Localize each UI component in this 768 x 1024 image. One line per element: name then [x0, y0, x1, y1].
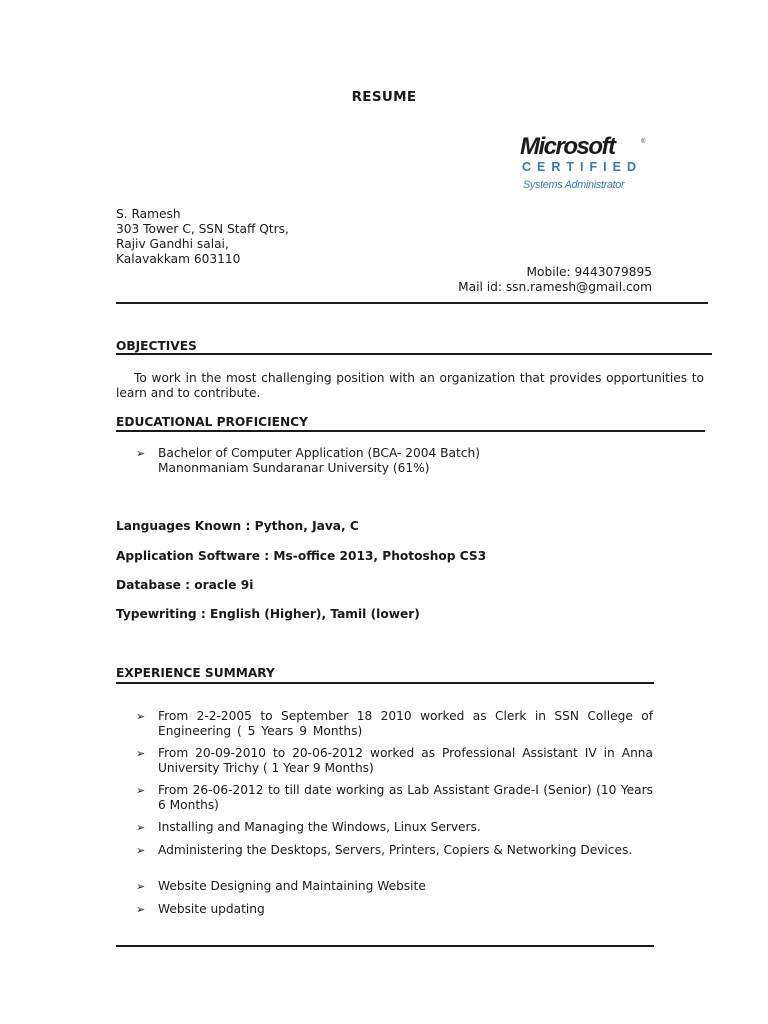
application-software: Application Software : Ms-office 2013, Photoshop CS3: [116, 549, 487, 563]
experience-item: [136, 746, 653, 776]
logo-certified: CERTIFIED: [522, 160, 642, 174]
header-divider: [116, 302, 708, 304]
university-line: Manonmaniam Sundaranar University (61%): [158, 461, 430, 475]
experience-item-text: From 20-09-2010 to 20-06-2012 worked as Professional Assistant IV in Anna University Trichy ( 1 Year 9 Months): [158, 746, 653, 775]
experience-item-text: Website updating: [158, 902, 265, 916]
experience-item-text: Website Designing and Maintaining Website: [158, 879, 426, 893]
typewriting-skill: Typewriting : English (Higher), Tamil (lower): [116, 607, 420, 621]
experience-item: [136, 709, 653, 739]
address-block: [116, 207, 289, 267]
arrow-bullet-icon: ➢: [136, 747, 146, 760]
experience-item-text: From 26-06-2012 to till date working as Lab Assistant Grade-I (Senior) (10 Years 6 Months): [158, 783, 653, 812]
arrow-bullet-icon: ➢: [136, 903, 146, 916]
applicant-name: S. Ramesh: [116, 207, 181, 221]
objectives-divider: [116, 353, 712, 355]
objectives-heading: OBJECTIVES: [116, 339, 197, 353]
arrow-bullet-icon: ➢: [136, 710, 146, 723]
arrow-bullet-icon: ➢: [136, 844, 146, 857]
arrow-bullet-icon: ➢: [136, 821, 146, 834]
objectives-text: To work in the most challenging position with an organization that provides opportunities to learn and to contribute.: [116, 371, 704, 400]
experience-item: [136, 783, 653, 813]
experience-item: [136, 902, 653, 917]
contact-block: [400, 265, 652, 295]
logo-brand: Microsoft: [520, 133, 615, 160]
experience-item-text: Administering the Desktops, Servers, Printers, Copiers & Networking Devices.: [158, 843, 633, 857]
arrow-bullet-icon: ➢: [136, 447, 146, 460]
experience-divider: [116, 682, 654, 684]
database-skill: Database : oracle 9i: [116, 578, 254, 592]
logo-subtitle: Systems Administrator: [523, 179, 625, 191]
microsoft-certified-logo: [520, 133, 650, 197]
languages-known: Languages Known : Python, Java, C: [116, 519, 359, 533]
footer-divider: [116, 945, 654, 947]
experience-item: [136, 820, 653, 835]
address-line-1: 303 Tower C, SSN Staff Qtrs,: [116, 222, 289, 236]
experience-item: [136, 843, 653, 858]
address-line-2: Rajiv Gandhi salai,: [116, 237, 229, 251]
logo-registered-mark: ®: [641, 139, 646, 145]
experience-item: [136, 879, 653, 894]
experience-item-text: Installing and Managing the Windows, Linux Servers.: [158, 820, 481, 834]
education-item: [136, 446, 653, 476]
email-address: Mail id: ssn.ramesh@gmail.com: [458, 280, 652, 294]
address-line-3: Kalavakkam 603110: [116, 252, 241, 266]
experience-item-text: From 2-2-2005 to September 18 2010 worked as Clerk in SSN College of Engineering ( 5 Years 9 Months): [158, 709, 653, 738]
degree-line: Bachelor of Computer Application (BCA- 2004 Batch): [158, 446, 480, 460]
education-divider: [116, 430, 705, 432]
education-heading: EDUCATIONAL PROFICIENCY: [116, 415, 308, 429]
arrow-bullet-icon: ➢: [136, 880, 146, 893]
experience-heading: EXPERIENCE SUMMARY: [116, 666, 275, 680]
page-title: RESUME: [351, 89, 417, 105]
arrow-bullet-icon: ➢: [136, 784, 146, 797]
mobile-number: Mobile: 9443079895: [526, 265, 652, 279]
